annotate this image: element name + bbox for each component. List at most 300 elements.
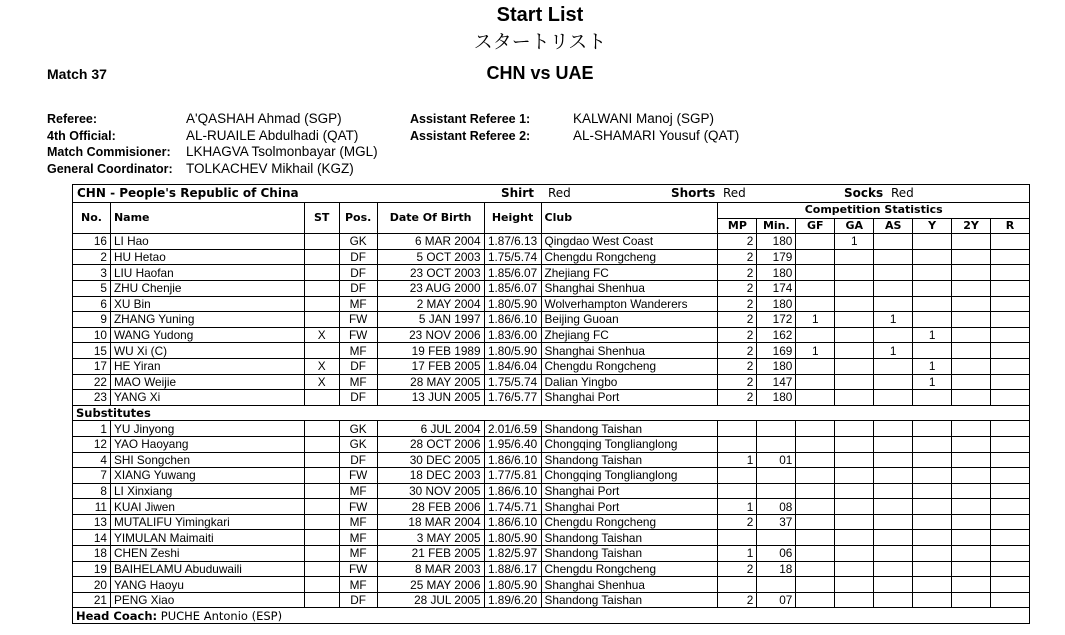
player-position: DF <box>339 592 377 608</box>
player-dob: 5 JAN 1997 <box>377 312 484 328</box>
stat-min <box>757 483 796 499</box>
player-height: 1.85/6.07 <box>484 265 541 281</box>
player-club: Beijing Guoan <box>541 312 718 328</box>
player-name: YANG Haoyu <box>110 577 304 593</box>
stat-2y <box>952 296 991 312</box>
starter-mark <box>304 577 339 593</box>
player-number: 23 <box>73 390 111 406</box>
stat-min: 08 <box>757 499 796 515</box>
stat-mp: 2 <box>718 390 757 406</box>
stat-ga <box>835 421 874 437</box>
match-label: Match 37 <box>47 66 107 82</box>
stat-gf <box>796 358 835 374</box>
col-st: ST <box>304 203 339 234</box>
player-number: 22 <box>73 374 111 390</box>
stat-y <box>913 546 952 562</box>
stat-2y <box>952 312 991 328</box>
stat-mp: 2 <box>718 249 757 265</box>
stat-min: 147 <box>757 374 796 390</box>
stat-min: 162 <box>757 327 796 343</box>
stat-mp <box>718 436 757 452</box>
socks-color: Red <box>891 186 914 200</box>
player-height: 1.86/6.10 <box>484 483 541 499</box>
stat-2y <box>952 280 991 296</box>
stat-min: 180 <box>757 234 796 250</box>
stat-min: 180 <box>757 296 796 312</box>
player-club: Qingdao West Coast <box>541 234 718 250</box>
document-title: Start List <box>496 4 584 26</box>
player-name: LIU Haofan <box>110 265 304 281</box>
player-position: GK <box>339 436 377 452</box>
stat-min <box>757 421 796 437</box>
player-height: 1.76/5.77 <box>484 390 541 406</box>
starter-mark <box>304 483 339 499</box>
starter-mark <box>304 468 339 484</box>
player-row <box>73 358 1030 374</box>
stat-mp <box>718 530 757 546</box>
stat-2y <box>952 249 991 265</box>
stat-r <box>990 249 1029 265</box>
col-2y: 2Y <box>952 218 991 234</box>
player-name: HU Hetao <box>110 249 304 265</box>
stat-2y <box>952 343 991 359</box>
stat-y: 1 <box>913 327 952 343</box>
player-name: ZHU Chenjie <box>110 280 304 296</box>
player-club: Chengdu Rongcheng <box>541 249 718 265</box>
starter-mark <box>304 343 339 359</box>
starter-mark <box>304 530 339 546</box>
stat-mp: 2 <box>718 561 757 577</box>
player-dob: 18 DEC 2003 <box>377 468 484 484</box>
starter-mark <box>304 514 339 530</box>
stat-as <box>874 265 913 281</box>
stat-as <box>874 592 913 608</box>
col-as: AS <box>874 218 913 234</box>
stat-as <box>874 358 913 374</box>
official-label: Assistant Referee 1: <box>410 112 531 126</box>
stat-min: 169 <box>757 343 796 359</box>
stat-mp <box>718 468 757 484</box>
starter-mark: X <box>304 327 339 343</box>
stat-r <box>990 234 1029 250</box>
substitutes-row <box>73 405 1030 421</box>
stat-mp: 2 <box>718 374 757 390</box>
stat-2y <box>952 530 991 546</box>
document-subtitle: スタートリスト <box>473 32 607 53</box>
stat-y <box>913 499 952 515</box>
player-row <box>73 249 1030 265</box>
player-position: FW <box>339 561 377 577</box>
stat-mp: 2 <box>718 234 757 250</box>
player-dob: 30 DEC 2005 <box>377 452 484 468</box>
player-club: Zhejiang FC <box>541 327 718 343</box>
player-dob: 28 OCT 2006 <box>377 436 484 452</box>
starter-mark: X <box>304 358 339 374</box>
stat-mp: 2 <box>718 358 757 374</box>
player-row <box>73 592 1030 608</box>
starter-mark <box>304 296 339 312</box>
stat-ga <box>835 358 874 374</box>
player-dob: 2 MAY 2004 <box>377 296 484 312</box>
stat-as: 1 <box>874 312 913 328</box>
stat-gf <box>796 390 835 406</box>
stat-ga <box>835 436 874 452</box>
stat-y <box>913 452 952 468</box>
officials-right-labels <box>410 111 530 144</box>
stat-2y <box>952 483 991 499</box>
player-row <box>73 343 1030 359</box>
stat-as <box>874 249 913 265</box>
player-height: 1.84/6.04 <box>484 358 541 374</box>
team-name: CHN - People's Republic of China <box>77 186 299 200</box>
col-gf: GF <box>796 218 835 234</box>
player-number: 21 <box>73 592 111 608</box>
player-club: Chongqing Tonglianglong <box>541 468 718 484</box>
player-row <box>73 530 1030 546</box>
player-name: XU Bin <box>110 296 304 312</box>
player-name: WANG Yudong <box>110 327 304 343</box>
starter-mark: X <box>304 374 339 390</box>
player-position: FW <box>339 468 377 484</box>
starter-mark <box>304 390 339 406</box>
player-number: 19 <box>73 561 111 577</box>
stat-ga <box>835 546 874 562</box>
stat-r <box>990 577 1029 593</box>
stat-r <box>990 436 1029 452</box>
shorts-color: Red <box>723 186 746 200</box>
player-number: 5 <box>73 280 111 296</box>
stat-min <box>757 468 796 484</box>
stat-mp: 1 <box>718 546 757 562</box>
stat-gf <box>796 468 835 484</box>
stat-ga <box>835 390 874 406</box>
player-number: 13 <box>73 514 111 530</box>
stat-2y <box>952 546 991 562</box>
stat-gf <box>796 499 835 515</box>
official-value: AL-SHAMARI Yousuf (QAT) <box>573 127 740 143</box>
player-club: Shanghai Shenhua <box>541 343 718 359</box>
stat-min: 179 <box>757 249 796 265</box>
player-row <box>73 514 1030 530</box>
stat-mp: 2 <box>718 514 757 530</box>
stat-as <box>874 234 913 250</box>
stat-mp <box>718 577 757 593</box>
stat-2y <box>952 327 991 343</box>
player-club: Wolverhampton Wanderers <box>541 296 718 312</box>
player-name: XIANG Yuwang <box>110 468 304 484</box>
player-dob: 3 MAY 2005 <box>377 530 484 546</box>
player-position: DF <box>339 280 377 296</box>
col-no: No. <box>73 203 111 234</box>
col-r: R <box>990 218 1029 234</box>
stat-mp: 2 <box>718 265 757 281</box>
player-position: DF <box>339 452 377 468</box>
player-row <box>73 265 1030 281</box>
player-dob: 6 MAR 2004 <box>377 234 484 250</box>
stat-y: 1 <box>913 374 952 390</box>
player-club: Shanghai Shenhua <box>541 577 718 593</box>
stat-2y <box>952 421 991 437</box>
stat-r <box>990 546 1029 562</box>
stat-gf <box>796 546 835 562</box>
stat-y <box>913 390 952 406</box>
official-label: Referee: <box>47 112 98 126</box>
stat-as <box>874 514 913 530</box>
player-row <box>73 374 1030 390</box>
official-value: A'QASHAH Ahmad (SGP) <box>186 111 342 126</box>
substitutes-label: Substitutes <box>73 405 1030 421</box>
officials-left-labels <box>47 111 173 177</box>
player-name: MUTALIFU Yimingkari <box>110 514 304 530</box>
stat-2y <box>952 265 991 281</box>
stat-gf <box>796 265 835 281</box>
player-height: 2.01/6.59 <box>484 421 541 437</box>
stat-gf <box>796 296 835 312</box>
stat-min: 172 <box>757 312 796 328</box>
stat-ga <box>835 499 874 515</box>
player-club: Shandong Taishan <box>541 421 718 437</box>
stat-y <box>913 577 952 593</box>
officials-right-values <box>573 111 739 144</box>
stat-ga <box>835 280 874 296</box>
stat-y <box>913 483 952 499</box>
player-dob: 17 FEB 2005 <box>377 358 484 374</box>
starter-mark <box>304 280 339 296</box>
official-value: LKHAGVA Tsolmonbayar (MGL) <box>186 144 378 159</box>
player-position: FW <box>339 327 377 343</box>
stat-as <box>874 546 913 562</box>
stat-mp: 2 <box>718 592 757 608</box>
col-min: Min. <box>757 218 796 234</box>
starter-mark <box>304 561 339 577</box>
stat-as <box>874 483 913 499</box>
player-row <box>73 436 1030 452</box>
player-row <box>73 421 1030 437</box>
stat-r <box>990 421 1029 437</box>
player-height: 1.75/5.74 <box>484 249 541 265</box>
column-header-row <box>73 203 1030 219</box>
player-height: 1.86/6.10 <box>484 312 541 328</box>
player-position: FW <box>339 499 377 515</box>
player-number: 11 <box>73 499 111 515</box>
stat-min: 180 <box>757 390 796 406</box>
stat-as <box>874 577 913 593</box>
player-height: 1.80/5.90 <box>484 577 541 593</box>
official-label: Assistant Referee 2: <box>410 128 531 143</box>
stat-gf <box>796 421 835 437</box>
stat-min <box>757 577 796 593</box>
stat-2y <box>952 358 991 374</box>
player-number: 14 <box>73 530 111 546</box>
player-height: 1.74/5.71 <box>484 499 541 515</box>
player-club: Shandong Taishan <box>541 530 718 546</box>
player-dob: 23 AUG 2000 <box>377 280 484 296</box>
starter-mark <box>304 546 339 562</box>
player-row <box>73 561 1030 577</box>
stat-y <box>913 249 952 265</box>
stat-y: 1 <box>913 358 952 374</box>
stat-2y <box>952 577 991 593</box>
player-position: GK <box>339 234 377 250</box>
player-row <box>73 452 1030 468</box>
starter-mark <box>304 421 339 437</box>
player-height: 1.86/6.10 <box>484 514 541 530</box>
stat-2y <box>952 468 991 484</box>
stat-gf <box>796 280 835 296</box>
player-club: Zhejiang FC <box>541 265 718 281</box>
stat-2y <box>952 499 991 515</box>
stat-mp: 1 <box>718 452 757 468</box>
stat-ga <box>835 249 874 265</box>
official-value: AL-RUAILE Abdulhadi (QAT) <box>186 127 359 143</box>
player-number: 1 <box>73 421 111 437</box>
stat-gf <box>796 530 835 546</box>
stat-r <box>990 514 1029 530</box>
player-height: 1.88/6.17 <box>484 561 541 577</box>
official-label: General Coordinator: <box>47 161 173 176</box>
player-position: GK <box>339 421 377 437</box>
stat-min: 06 <box>757 546 796 562</box>
player-position: MF <box>339 296 377 312</box>
player-name: LI Hao <box>110 234 304 250</box>
officials-left-values <box>186 111 378 177</box>
stat-mp: 2 <box>718 280 757 296</box>
player-name: LI Xinxiang <box>110 483 304 499</box>
head-coach-row <box>73 608 1030 624</box>
stat-gf <box>796 561 835 577</box>
player-row <box>73 390 1030 406</box>
player-height: 1.86/6.10 <box>484 452 541 468</box>
player-dob: 13 JUN 2005 <box>377 390 484 406</box>
official-value: KALWANI Manoj (SGP) <box>573 111 715 126</box>
player-name: HE Yiran <box>110 358 304 374</box>
stat-gf <box>796 436 835 452</box>
stat-min: 18 <box>757 561 796 577</box>
player-name: YU Jinyong <box>110 421 304 437</box>
stat-ga <box>835 327 874 343</box>
stat-r <box>990 483 1029 499</box>
player-position: MF <box>339 577 377 593</box>
player-row <box>73 577 1030 593</box>
stat-ga <box>835 468 874 484</box>
stat-r <box>990 452 1029 468</box>
player-height: 1.87/6.13 <box>484 234 541 250</box>
stat-min: 174 <box>757 280 796 296</box>
stat-2y <box>952 452 991 468</box>
player-name: YIMULAN Maimaiti <box>110 530 304 546</box>
col-ga: GA <box>835 218 874 234</box>
stat-y <box>913 343 952 359</box>
stat-r <box>990 390 1029 406</box>
col-competition-stats: Competition Statistics <box>718 203 1030 219</box>
player-dob: 6 JUL 2004 <box>377 421 484 437</box>
head-coach-label: Head Coach: <box>76 608 158 623</box>
stat-ga <box>835 265 874 281</box>
stat-ga <box>835 452 874 468</box>
player-height: 1.80/5.90 <box>484 530 541 546</box>
stat-r <box>990 280 1029 296</box>
player-height: 1.95/6.40 <box>484 436 541 452</box>
starter-mark <box>304 249 339 265</box>
player-height: 1.80/5.90 <box>484 296 541 312</box>
stat-y <box>913 234 952 250</box>
match-teams: CHN vs UAE <box>486 63 594 83</box>
stat-r <box>990 374 1029 390</box>
stat-gf <box>796 592 835 608</box>
player-row <box>73 234 1030 250</box>
player-number: 2 <box>73 249 111 265</box>
stat-ga <box>835 592 874 608</box>
player-row <box>73 483 1030 499</box>
stat-as <box>874 436 913 452</box>
player-dob: 23 OCT 2003 <box>377 265 484 281</box>
player-name: SHI Songchen <box>110 452 304 468</box>
player-number: 10 <box>73 327 111 343</box>
player-club: Shanghai Port <box>541 390 718 406</box>
stat-r <box>990 265 1029 281</box>
stat-as <box>874 452 913 468</box>
start-list-table <box>72 184 1030 624</box>
stat-ga <box>835 483 874 499</box>
player-position: MF <box>339 374 377 390</box>
stat-r <box>990 530 1029 546</box>
stat-ga <box>835 296 874 312</box>
player-name: ZHANG Yuning <box>110 312 304 328</box>
player-name: BAIHELAMU Abuduwaili <box>110 561 304 577</box>
stat-gf <box>796 514 835 530</box>
player-number: 18 <box>73 546 111 562</box>
stat-as <box>874 561 913 577</box>
col-club: Club <box>541 203 718 234</box>
player-dob: 18 MAR 2004 <box>377 514 484 530</box>
stat-y <box>913 561 952 577</box>
player-height: 1.80/5.90 <box>484 343 541 359</box>
socks-label: Socks <box>844 186 884 200</box>
starter-mark <box>304 452 339 468</box>
stat-ga <box>835 343 874 359</box>
stat-as <box>874 327 913 343</box>
player-number: 16 <box>73 234 111 250</box>
player-club: Shandong Taishan <box>541 546 718 562</box>
player-dob: 28 MAY 2005 <box>377 374 484 390</box>
starter-mark <box>304 592 339 608</box>
player-dob: 21 FEB 2005 <box>377 546 484 562</box>
stat-ga <box>835 577 874 593</box>
col-height: Height <box>484 203 541 234</box>
stat-ga <box>835 514 874 530</box>
stat-as <box>874 390 913 406</box>
player-position: MF <box>339 514 377 530</box>
shirt-color: Red <box>548 186 571 200</box>
player-position: DF <box>339 265 377 281</box>
starter-mark <box>304 312 339 328</box>
stat-as <box>874 499 913 515</box>
player-number: 15 <box>73 343 111 359</box>
player-height: 1.83/6.00 <box>484 327 541 343</box>
player-number: 8 <box>73 483 111 499</box>
player-club: Chengdu Rongcheng <box>541 514 718 530</box>
stat-ga <box>835 312 874 328</box>
player-dob: 28 JUL 2005 <box>377 592 484 608</box>
stat-r <box>990 468 1029 484</box>
stat-min <box>757 530 796 546</box>
shorts-label: Shorts <box>671 186 716 200</box>
player-number: 12 <box>73 436 111 452</box>
stat-gf <box>796 483 835 499</box>
player-height: 1.89/6.20 <box>484 592 541 608</box>
player-position: MF <box>339 530 377 546</box>
stat-2y <box>952 234 991 250</box>
